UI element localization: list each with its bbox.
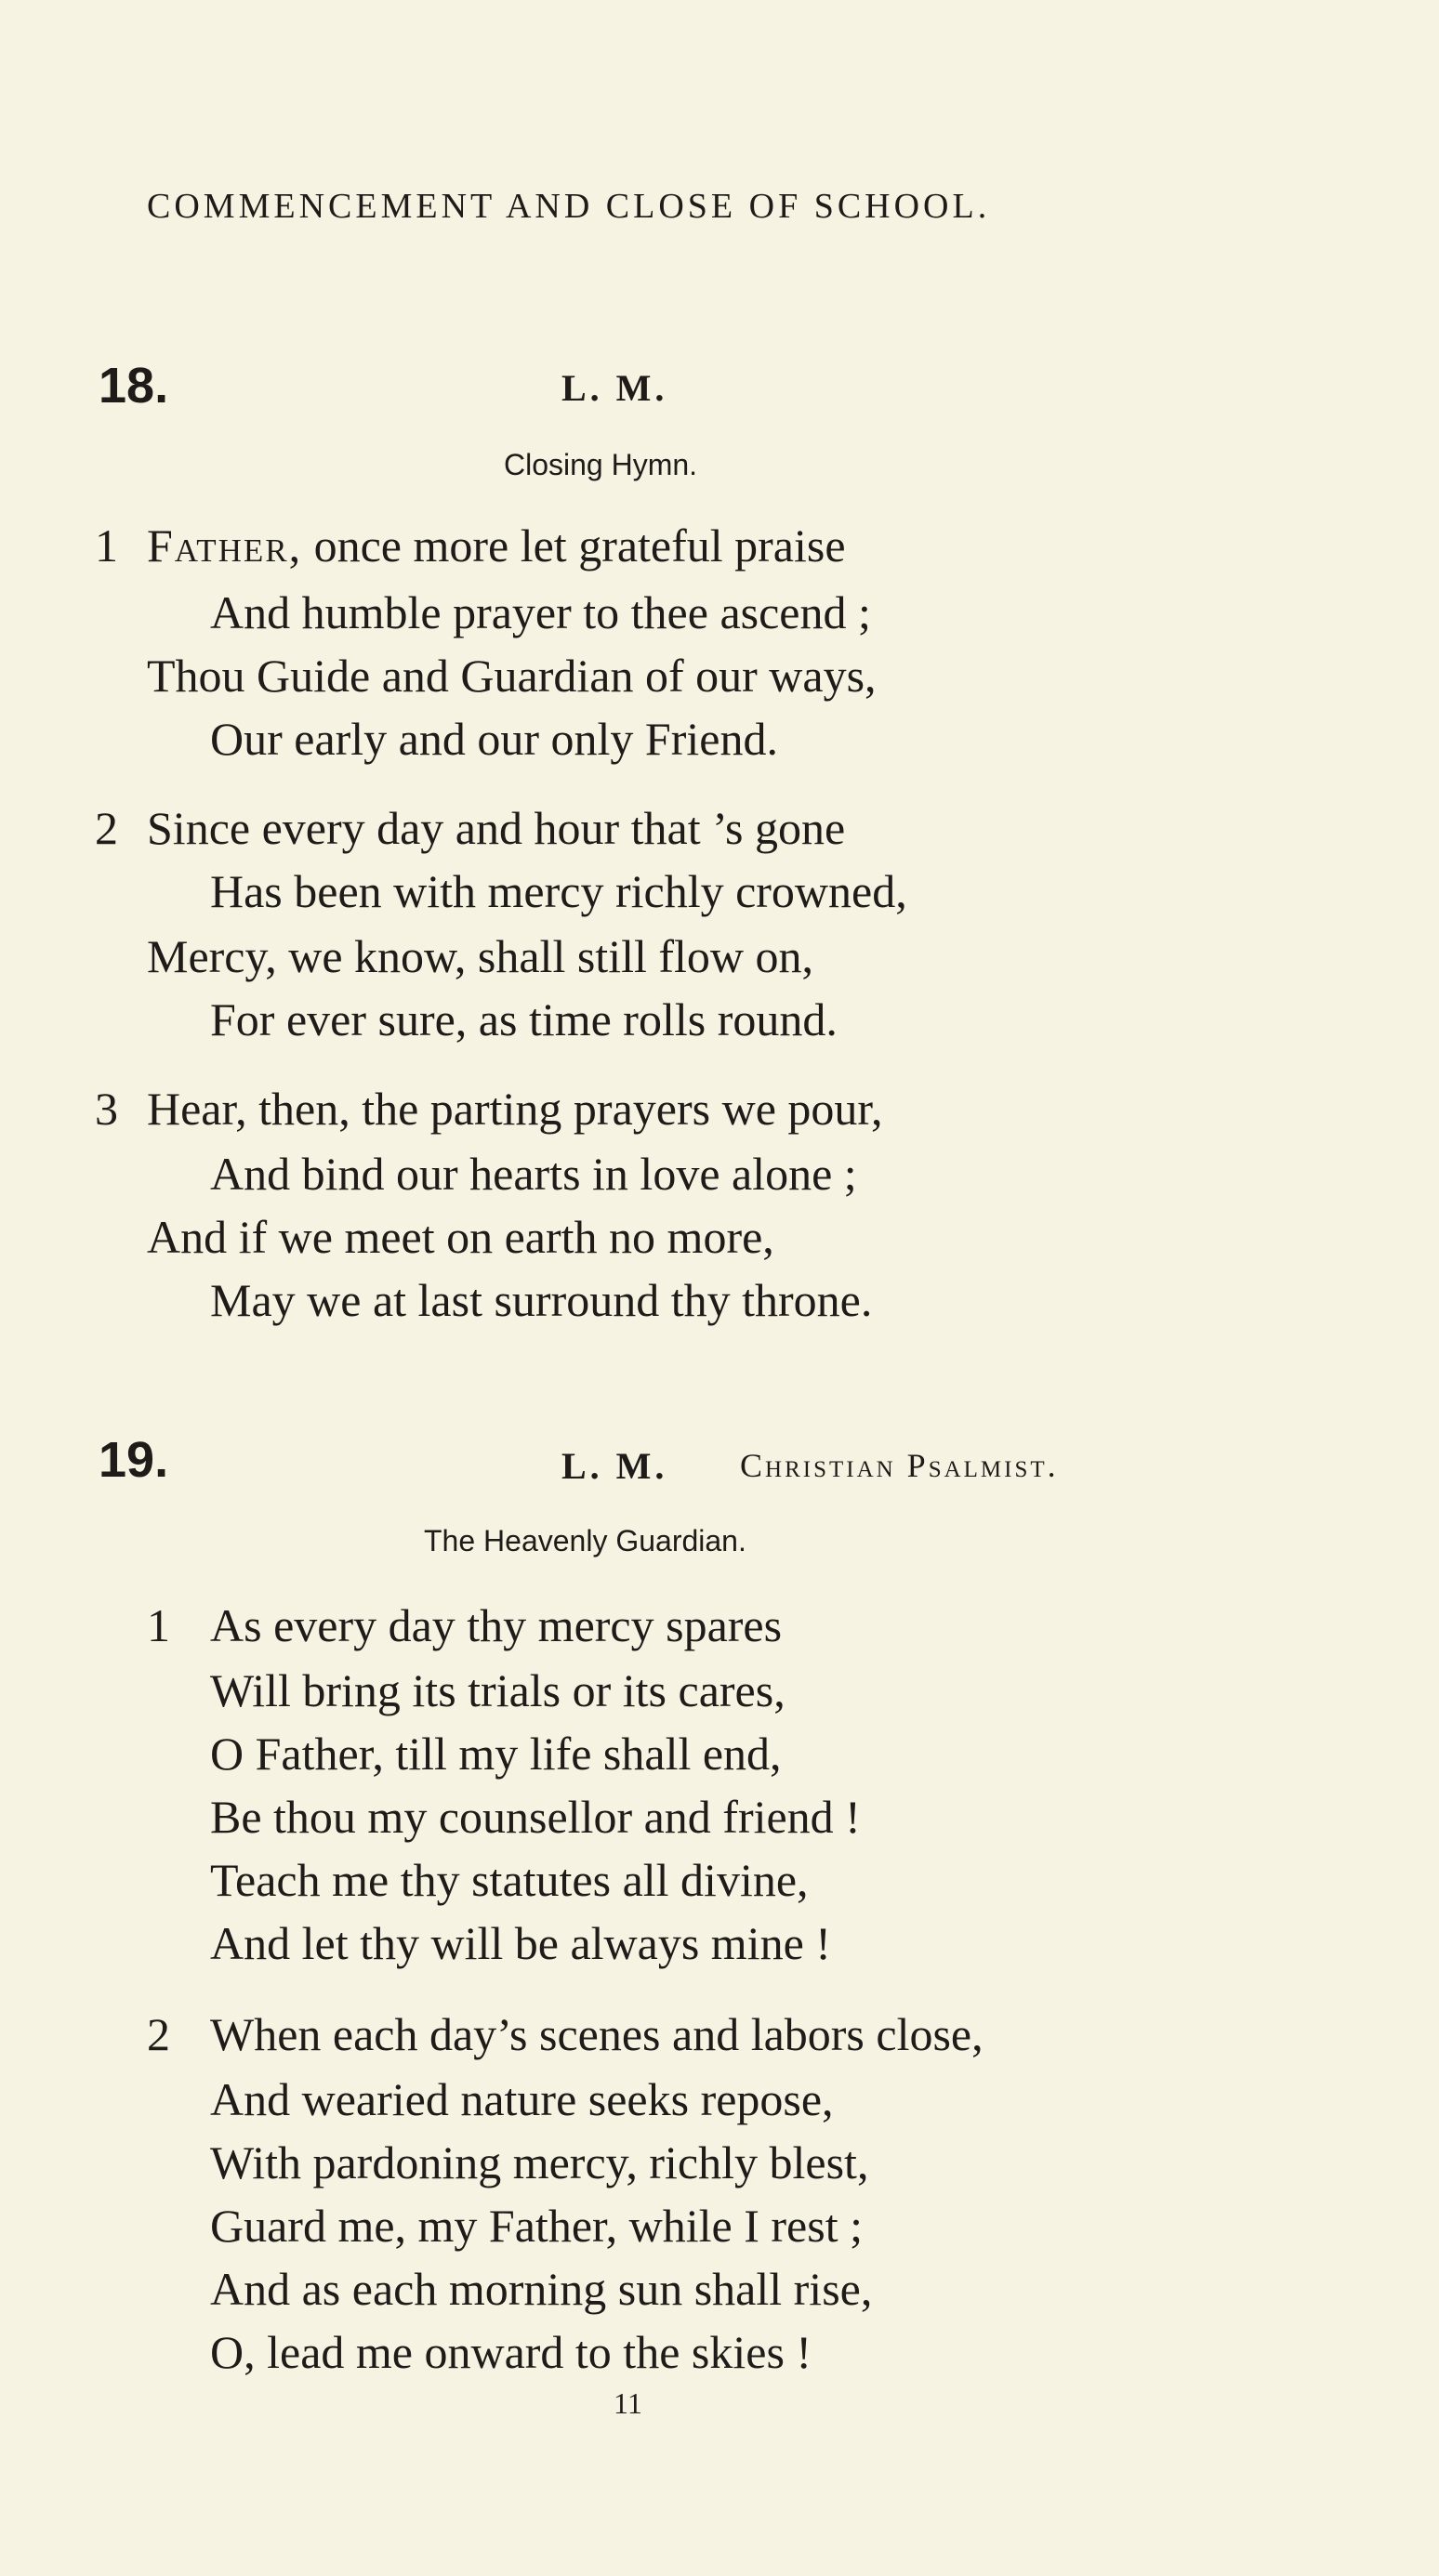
hymn-18-stanza-3-line-3: And if we meet on earth no more,: [147, 1211, 774, 1263]
hymn-18-stanza-1-line-2: And humble prayer to thee ascend ;: [210, 586, 871, 638]
hymn-19-stanza-2-line-2: And wearied nature seeks repose,: [210, 2073, 834, 2125]
hymn-number-18: 18.: [99, 358, 169, 414]
hymn-19-meter: L. M.: [561, 1445, 668, 1487]
hymn-19-stanza-2-line-3: With pardoning mercy, richly blest,: [210, 2136, 869, 2188]
hymn-18-stanza-2-line-3: Mercy, we know, shall still flow on,: [147, 930, 814, 982]
hymn-19-source: Christian Psalmist.: [740, 1447, 1059, 1484]
running-head: COMMENCEMENT AND CLOSE OF SCHOOL.: [147, 187, 991, 226]
hymn-18-meter: L. M.: [561, 367, 668, 409]
hymn-19-stanza-2-line-5: And as each morning sun shall rise,: [210, 2263, 873, 2315]
hymn-19-title: The Heavenly Guardian.: [424, 1524, 746, 1557]
hymn-18-stanza-2-line-2: Has been with mercy richly crowned,: [210, 865, 907, 917]
hymn-18-stanza-1-line-1: [147, 519, 846, 572]
hymn-19-stanza-1-line-6: And let thy will be always mine !: [210, 1917, 831, 1969]
hymn-19-stanza-1-line-1: As every day thy mercy spares: [210, 1599, 783, 1651]
hymn-18-stanza-3-line-4: May we at last surround thy throne.: [210, 1274, 873, 1326]
hymn-18-stanza-1-line-4: Our early and our only Friend.: [210, 713, 778, 765]
hymn-18-stanza-2-line-1: Since every day and hour that ’s gone: [147, 802, 846, 854]
hymn-number-19: 19.: [99, 1432, 169, 1488]
hymn-19-stanza-1-line-3: O Father, till my life shall end,: [210, 1728, 782, 1780]
hymn-18-stanza-1-number: 1: [95, 519, 118, 572]
hymn-18-stanza-2-line-4: For ever sure, as time rolls round.: [210, 993, 838, 1045]
first-word: Father,: [147, 519, 303, 572]
hymn-19-stanza-2-line-1: When each day’s scenes and labors close,: [210, 2008, 984, 2060]
page-number: 11: [614, 2386, 642, 2420]
hymn-19-stanza-1-number: 1: [147, 1599, 170, 1651]
hymn-18-stanza-1-line-3: Thou Guide and Guardian of our ways,: [147, 650, 877, 702]
hymn-18-stanza-3-number: 3: [95, 1083, 118, 1135]
hymn-19-stanza-2-number: 2: [147, 2008, 170, 2060]
hymn-19-stanza-1-line-5: Teach me thy statutes all divine,: [210, 1854, 809, 1906]
hymn-19-stanza-1-line-4: Be thou my counsellor and friend !: [210, 1791, 861, 1843]
hymn-19-stanza-2-line-4: Guard me, my Father, while I rest ;: [210, 2200, 863, 2252]
hymn-19-stanza-1-line-2: Will bring its trials or its cares,: [210, 1664, 786, 1716]
line-text: once more let grateful praise: [302, 519, 846, 572]
hymn-18-title: Closing Hymn.: [504, 448, 698, 481]
hymn-19-stanza-2-line-6: O, lead me onward to the skies !: [210, 2326, 812, 2378]
hymn-18-stanza-2-number: 2: [95, 802, 118, 854]
hymn-18-stanza-3-line-1: Hear, then, the parting prayers we pour,: [147, 1083, 883, 1135]
hymn-18-stanza-3-line-2: And bind our hearts in love alone ;: [210, 1148, 857, 1200]
